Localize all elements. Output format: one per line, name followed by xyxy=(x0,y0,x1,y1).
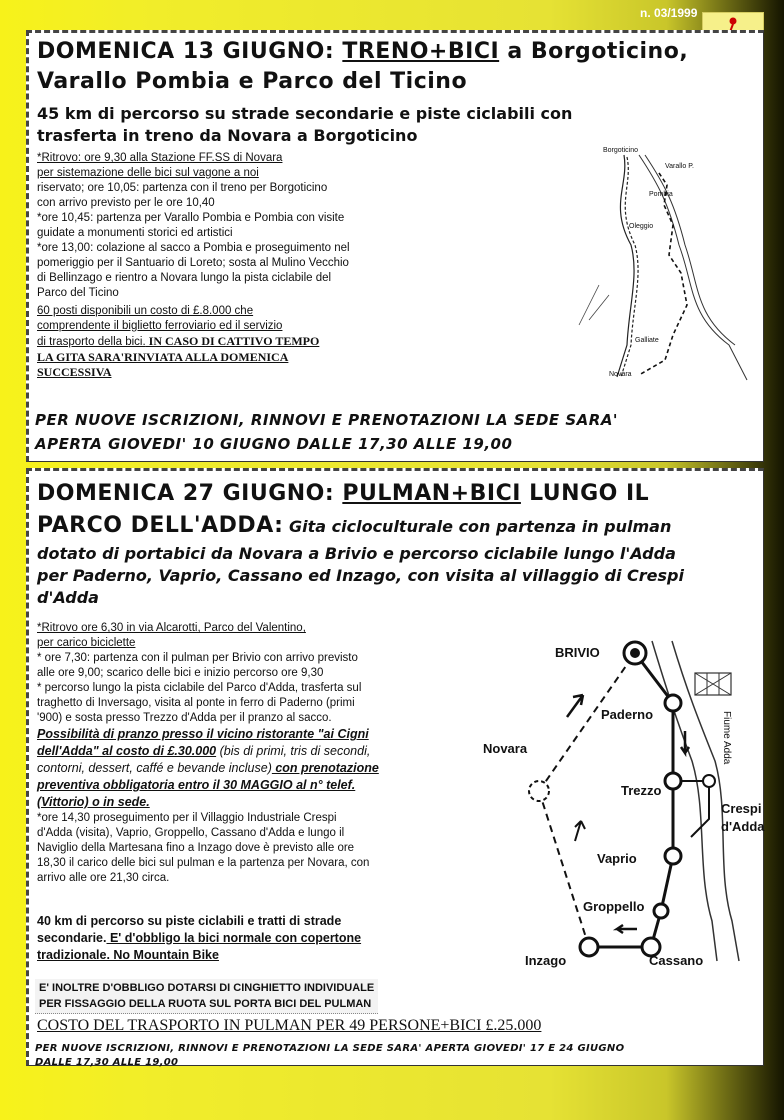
lunch-line: con prenotazione xyxy=(271,761,379,775)
program-line: per carico biciclette xyxy=(37,637,136,649)
cost-line: 60 posti disponibili un costo di £.8.000 che xyxy=(37,305,254,317)
trip-2-park: PARCO DELL'ADDA: xyxy=(37,513,284,538)
trip-1-panel xyxy=(26,30,764,462)
program-line: guidate a monumenti storici ed artistici xyxy=(37,227,233,239)
km-line: 40 km di percorso su piste ciclabili e tratti di strade xyxy=(37,914,342,928)
strap-notice xyxy=(35,979,378,1014)
trip-2-title-line-2 xyxy=(37,513,671,538)
program-line: '900) e sosta presso Trezzo d'Adda per il pranzo al sacco. xyxy=(37,712,332,724)
map-label-river: Fiume Adda xyxy=(721,711,732,765)
program-line: *ore 13,00: colazione al sacco a Pombia e proseguimento nel xyxy=(37,242,350,254)
km-row-2 xyxy=(37,930,477,947)
trip-1-program xyxy=(37,151,447,380)
trip-2-title xyxy=(37,481,649,506)
program-line: di Bellinzago e rientro a Novara lungo la pista ciclabile del xyxy=(37,272,332,284)
program-line: * percorso lungo la pista ciclabile del Parco d'Adda, trasferta sul xyxy=(37,682,362,694)
map-label-dadda: d'Adda xyxy=(721,819,765,834)
map-label-vaprio: Vaprio xyxy=(597,851,637,866)
cost-line: di trasporto della bici. xyxy=(37,336,146,348)
trip-1-subtitle-2: trasferta in treno da Novara a Borgoticino xyxy=(37,126,418,145)
program-line: per sistemazione delle bici sul vagone a noi xyxy=(37,167,259,179)
trip-2-km-block xyxy=(37,913,477,964)
program-line: alle ore 9,00; scarico delle bici e inizio percorso ore 9,30 xyxy=(37,667,324,679)
map-label-inzago: Inzago xyxy=(525,953,567,968)
strap-line-1: E' INOLTRE D'OBBLIGO DOTARSI DI CINGHIETTO INDIVIDUALE xyxy=(39,982,375,994)
program-line: *Ritrovo ore 6,30 in via Alcarotti, Parco del Valentino, xyxy=(37,622,306,634)
map-label-groppello: Groppello xyxy=(583,899,645,914)
map-label-cassano: Cassano xyxy=(649,953,704,968)
program-line: riservato; ore 10,05: partenza con il treno per Borgoticino xyxy=(37,182,328,194)
route-map-graphic xyxy=(569,145,749,385)
lunch-row-3 xyxy=(37,760,477,777)
trip-1-mode: TRENO+BICI xyxy=(342,39,500,64)
map-label-crespi: Crespi xyxy=(721,801,762,816)
map-label-borgoticino: Borgoticino xyxy=(603,147,639,154)
trip-1-notice-2: APERTA GIOVEDI' 10 GIUGNO DALLE 17,30 ALLE 19,00 xyxy=(35,435,513,453)
trip-1-title-rest: a Borgoticino, xyxy=(499,39,689,64)
km-line: secondarie. xyxy=(37,931,107,945)
program-line: 18,30 il carico delle bici sul pulman e la partenza per Novara, con xyxy=(37,857,370,869)
trip-1-subtitle-1: 45 km di percorso su strade secondarie e piste ciclabili con xyxy=(37,104,573,123)
program-line: *ore 10,45: partenza per Varallo Pombia e Pombia con visite xyxy=(37,212,345,224)
trip-2-title-rest: LUNGO IL xyxy=(520,481,650,506)
program-line: Naviglio della Martesana fino a Inzago dove è previsto alle ore xyxy=(37,842,355,854)
bus-cost: COSTO DEL TRASPORTO IN PULMAN PER 49 PERSONE+BICI £.25.000 xyxy=(37,1017,542,1034)
map-label-varallo: Varallo P. xyxy=(665,163,694,170)
map-label-galliate: Galliate xyxy=(635,337,659,344)
program-line: traghetto di Inversago, visita al ponte in ferro di Paderno (primi xyxy=(37,697,355,709)
map-label-novara: Novara xyxy=(483,741,528,756)
issue-number: n. 03/1999 xyxy=(640,6,698,20)
bad-weather-3: SUCCESSIVA xyxy=(37,365,112,379)
map-label-novara: Novara xyxy=(609,371,632,378)
bad-weather-2: LA GITA SARA'RINVIATA ALLA DOMENICA xyxy=(37,350,289,364)
map-label-paderno: Paderno xyxy=(601,707,654,722)
map-label-oleggio: Oleggio xyxy=(629,223,654,230)
map-label-brivio: BRIVIO xyxy=(555,645,600,660)
lunch-line: dell'Adda" al costo di £.30.000 xyxy=(37,744,217,758)
trip-1-notice-1: PER NUOVE ISCRIZIONI, RINNOVI E PRENOTAZIONI LA SEDE SARA' xyxy=(35,411,619,429)
program-line: Parco del Ticino xyxy=(37,287,119,299)
lunch-line: preventiva obbligatoria entro il 30 MAGGIO al n° telef. xyxy=(37,778,356,792)
lunch-row-2 xyxy=(37,743,477,760)
trip-2-desc-4: d'Adda xyxy=(37,588,99,607)
trip-2-desc-3: per Paderno, Vaprio, Cassano ed Inzago, con visita al villaggio di Crespi xyxy=(37,566,684,585)
lunch-line: (Vittorio) o in sede. xyxy=(37,795,150,809)
trip-1-title xyxy=(37,39,688,64)
map-label-trezzo: Trezzo xyxy=(621,783,662,798)
lunch-line: Possibilità di pranzo presso il vicino ristorante "ai Cigni xyxy=(37,727,369,741)
program-line: *Ritrovo: ore 9,30 alla Stazione FF.SS di Novara xyxy=(37,152,283,164)
trip-2-desc-2: dotato di portabici da Novara a Brivio e percorso ciclabile lungo l'Adda xyxy=(37,544,676,563)
trip-2-program xyxy=(37,621,477,886)
program-line: d'Adda (visita), Vaprio, Groppello, Cassano d'Adda e lungo il xyxy=(37,827,345,839)
trip-2-route-map xyxy=(477,631,765,971)
km-line: tradizionale. No Mountain Bike xyxy=(37,948,219,962)
km-line: E' d'obbligo la bici normale con copertone xyxy=(106,931,362,945)
program-line: con arrivo previsto per le ore 10,40 xyxy=(37,197,215,209)
trip-2-notice-1: PER NUOVE ISCRIZIONI, RINNOVI E PRENOTAZIONI LA SEDE SARA' APERTA GIOVEDI' 17 E 24 GIUGNO xyxy=(35,1043,625,1054)
strap-line-2: PER FISSAGGIO DELLA RUOTA SUL PORTA BICI DEL PULMAN xyxy=(39,998,372,1010)
trip-2-date: DOMENICA 27 GIUGNO: xyxy=(37,481,335,506)
program-line: pomeriggio per il Santuario di Loreto; sosta al Mulino Vecchio xyxy=(37,257,349,269)
lunch-line: contorni, dessert, caffé e bevande incluse) xyxy=(37,761,272,775)
program-line: *ore 14,30 proseguimento per il Villaggio Industriale Crespi xyxy=(37,812,337,824)
lunch-line: (bis di primi, tris di secondi, xyxy=(216,744,371,758)
trip-2-panel xyxy=(26,468,764,1066)
trip-2-notice-2: DALLE 17,30 ALLE 19,00 xyxy=(35,1057,179,1068)
bad-weather-1: IN CASO DI CATTIVO TEMPO xyxy=(145,334,320,348)
program-line: * ore 7,30: partenza con il pulman per Brivio con arrivo previsto xyxy=(37,652,358,664)
map-label-pombia: Pombia xyxy=(649,191,673,198)
program-line: arrivo alle ore 21,30 circa. xyxy=(37,872,170,884)
lunch-block xyxy=(37,726,477,811)
trip-1-date: DOMENICA 13 GIUGNO: xyxy=(37,39,335,64)
trip-1-title-line-2: Varallo Pombia e Parco del Ticino xyxy=(37,69,468,94)
trip-1-route-map xyxy=(569,145,749,385)
bad-weather-row xyxy=(37,334,447,350)
cost-line: comprendente il biglietto ferroviario ed il servizio xyxy=(37,320,283,332)
trip-2-desc-1: Gita cicloculturale con partenza in pulman xyxy=(283,517,672,536)
trip-2-mode: PULMAN+BICI xyxy=(342,481,521,506)
